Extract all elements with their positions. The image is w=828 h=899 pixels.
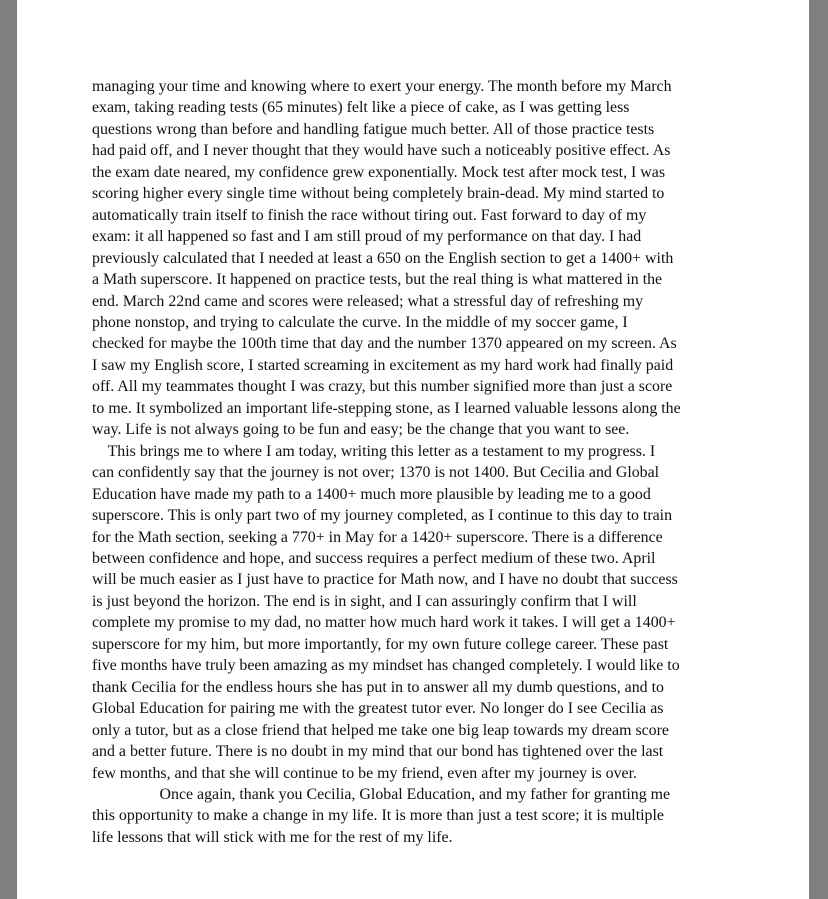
document-page xyxy=(17,0,809,899)
text-line: This brings me to where I am today, writing this letter as a testament to my progress. I xyxy=(92,442,656,460)
text-line: had paid off, and I never thought that they would have such a noticeably positive effect. As xyxy=(92,142,671,160)
text-line: superscore. This is only part two of my journey completed, as I continue to this day to train xyxy=(92,507,673,525)
text-line: is just beyond the horizon. The end is in sight, and I can assuringly confirm that I will xyxy=(92,592,637,610)
text-line: complete my promise to my dad, no matter how much hard work it takes. I will get a 1400+ xyxy=(92,614,676,632)
text-line: automatically train itself to finish the race without tiring out. Fast forward to day of my xyxy=(92,206,647,224)
text-line: superscore for my him, but more importantly, for my own future college career. These past xyxy=(92,635,669,653)
text-line: for the Math section, seeking a 770+ in May for a 1420+ superscore. There is a difference xyxy=(92,528,663,546)
text-line: this opportunity to make a change in my life. It is more than just a test score; it is multiple xyxy=(92,807,664,825)
text-line: scoring higher every single time without being completely brain-dead. My mind started to xyxy=(92,185,665,203)
text-line: managing your time and knowing where to exert your energy. The month before my March xyxy=(92,78,672,95)
text-line: the exam date neared, my confidence grew exponentially. Mock test after mock test, I was xyxy=(92,163,666,181)
text-line: between confidence and hope, and success requires a perfect medium of these two. April xyxy=(92,549,656,567)
text-line: I saw my English score, I started screaming in excitement as my hard work had finally paid xyxy=(92,356,674,374)
text-line: few months, and that she will continue to be my friend, even after my journey is over. xyxy=(92,764,637,782)
text-line: will be much easier as I just have to practice for Math now, and I have no doubt that success xyxy=(92,571,678,589)
text-line: Education have made my path to a 1400+ much more plausible by leading me to a good xyxy=(92,485,651,503)
text-line: previously calculated that I needed at least a 650 on the English section to get a 1400+ with xyxy=(92,249,674,267)
text-line: thank Cecilia for the endless hours she has put in to answer all my dumb questions, and to xyxy=(92,678,664,696)
text-line: a Math superscore. It happened on practice tests, but the real thing is what mattered in the xyxy=(92,271,663,289)
text-line: Once again, thank you Cecilia, Global Education, and my father for granting me xyxy=(92,785,671,803)
text-line: only a tutor, but as a close friend that helped me take one big leap towards my dream score xyxy=(92,721,669,739)
text-line: Global Education for pairing me with the greatest tutor ever. No longer do I see Cecilia as xyxy=(92,700,664,718)
text-line: life lessons that will stick with me for the rest of my life. xyxy=(92,828,453,846)
text-line: phone nonstop, and trying to calculate the curve. In the middle of my soccer game, I xyxy=(92,313,628,331)
text-line: can confidently say that the journey is not over; 1370 is not 1400. But Cecilia and Global xyxy=(92,464,660,482)
text-line: and a better future. There is no doubt in my mind that our bond has tightened over the last xyxy=(92,743,664,761)
right-gutter xyxy=(809,0,828,899)
text-line: to me. It symbolized an important life-stepping stone, as I learned valuable lessons along the xyxy=(92,399,681,417)
text-line: checked for maybe the 100th time that day and the number 1370 appeared on my screen. As xyxy=(92,335,677,353)
left-gutter xyxy=(0,0,17,899)
letter-body xyxy=(92,76,742,848)
text-line: off. All my teammates thought I was crazy, but this number signified more than just a score xyxy=(92,378,673,396)
text-line: end. March 22nd came and scores were released; what a stressful day of refreshing my xyxy=(92,292,644,310)
text-line: exam, taking reading tests (65 minutes) felt like a piece of cake, as I was getting less xyxy=(92,99,630,117)
text-line: exam: it all happened so fast and I am still proud of my performance on that day. I had xyxy=(92,228,642,246)
text-line: way. Life is not always going to be fun and easy; be the change that you want to see. xyxy=(92,421,630,439)
text-line: five months have truly been amazing as my mindset has changed completely. I would like to xyxy=(92,657,680,675)
text-line: questions wrong than before and handling fatigue much better. All of those practice tests xyxy=(92,120,655,138)
